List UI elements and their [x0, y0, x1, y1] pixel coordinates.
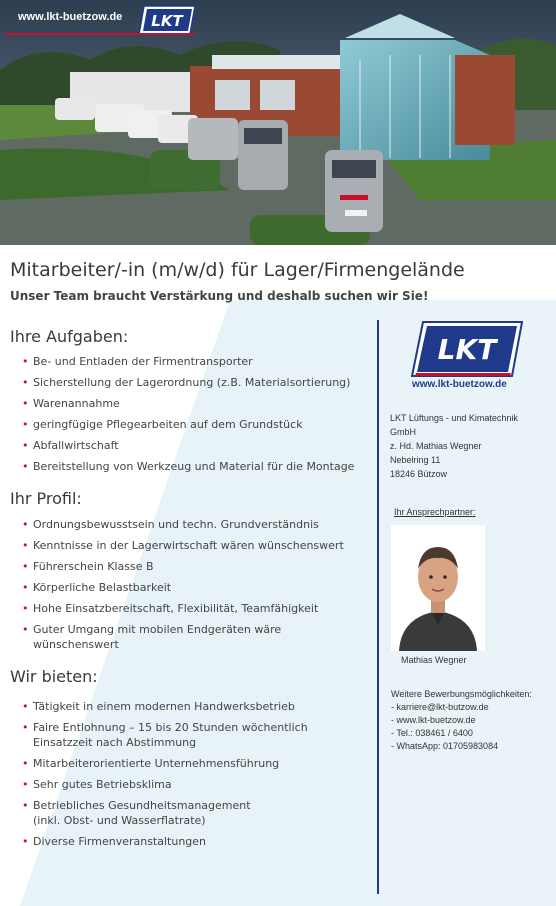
list-item: • Ordnungsbewusstsein und techn. Grundverständnis	[22, 517, 372, 532]
contact-name: Mathias Wegner	[401, 655, 467, 665]
header-url[interactable]: www.lkt-buetzow.de	[18, 11, 123, 23]
list-item: • Abfallwirtschaft	[22, 438, 372, 453]
list-item: • Warenannahme	[22, 396, 372, 411]
option-website[interactable]: - www.lkt-buetzow.de	[391, 715, 476, 725]
list-item: • Bereitstellung von Werkzeug und Material für die Montage	[22, 459, 372, 474]
address-line: z. Hd. Mathias Wegner	[390, 441, 482, 451]
application-options	[391, 688, 532, 753]
list-item: • Betriebliches Gesundheitsmanagement (inkl. Obst- und Wasserflatrate)	[22, 798, 263, 828]
contact-photo	[391, 525, 485, 651]
sidebar-url[interactable]: www.lkt-buetzow.de	[412, 379, 507, 390]
job-title: Mitarbeiter/-in (m/w/d) für Lager/Firmengelände	[10, 259, 465, 281]
list-item: • Guter Umgang mit mobilen Endgeräten wäre wünschenswert	[22, 622, 313, 652]
list-item: • Sicherstellung der Lagerordnung (z.B. Materialsortierung)	[22, 375, 372, 390]
sidebar-logo-text: LKT	[437, 333, 497, 366]
list-item: • Hohe Einsatzbereitschaft, Flexibilität, Teamfähigkeit	[22, 601, 372, 616]
lkt-logo-large	[411, 321, 523, 377]
company-address	[390, 411, 518, 481]
address-line: LKT Lüftungs - und Kimatechnik	[390, 413, 518, 423]
list-item: • Sehr gutes Betriebsklima	[22, 777, 372, 792]
option-email[interactable]: - karriere@lkt-butzow.de	[391, 702, 489, 712]
list-item: • Mitarbeiterorientierte Unternehmensführung	[22, 756, 372, 771]
header-underline	[5, 33, 195, 35]
list-item: • Be- und Entladen der Firmentransporter	[22, 354, 372, 369]
offer-heading: Wir bieten:	[10, 667, 98, 686]
profile-heading: Ihr Profil:	[10, 489, 82, 508]
profile-list	[22, 517, 372, 658]
list-item: • Diverse Firmenveranstaltungen	[22, 834, 372, 849]
header-logo-text: LKT	[151, 12, 183, 30]
address-line: 18246 Bützow	[390, 469, 448, 479]
tasks-heading: Ihre Aufgaben:	[10, 327, 129, 346]
list-item: • Tätigkeit in einem modernen Handwerksbetrieb	[22, 699, 372, 714]
address-line: Nebelring 11	[390, 455, 441, 465]
offer-list	[22, 699, 372, 855]
list-item: • Kenntnisse in der Lagerwirtschaft wären wünschenswert	[22, 538, 372, 553]
list-item: • Führerschein Klasse B	[22, 559, 372, 574]
contact-label: Ihr Ansprechpartner:	[394, 507, 476, 517]
option-phone[interactable]: - Tel.: 038461 / 6400	[391, 728, 473, 738]
options-heading: Weitere Bewerbungsmöglichkeiten:	[391, 689, 532, 699]
list-item: • Faire Entlohnung – 15 bis 20 Stunden wöchentlich Einsatzzeit nach Abstimmung	[22, 720, 323, 750]
job-subtitle: Unser Team braucht Verstärkung und deshalb suchen wir Sie!	[10, 289, 429, 303]
hero-photo	[0, 0, 556, 245]
lkt-logo	[138, 5, 196, 35]
option-whatsapp[interactable]: - WhatsApp: 01705983084	[391, 741, 499, 751]
column-divider	[377, 320, 379, 894]
list-item: • Körperliche Belastbarkeit	[22, 580, 372, 595]
tasks-list	[22, 354, 372, 480]
list-item: • geringfügige Pflegearbeiten auf dem Grundstück	[22, 417, 372, 432]
address-line: GmbH	[390, 427, 417, 437]
